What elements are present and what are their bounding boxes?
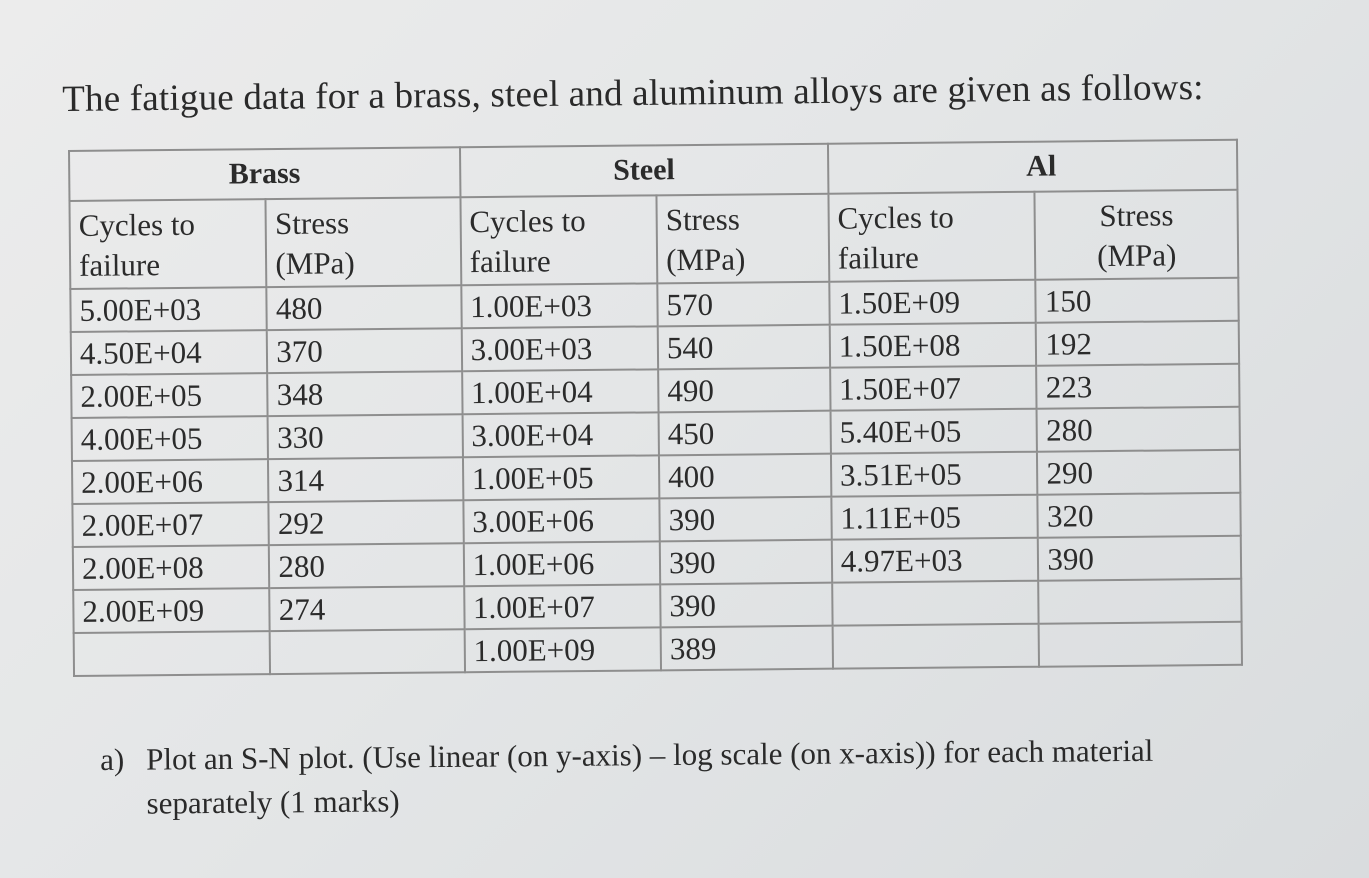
brass-stress-cell xyxy=(270,629,465,674)
al-stress-cell: 192 xyxy=(1036,321,1239,366)
brass-stress-cell: 314 xyxy=(268,457,463,502)
al-stress-cell xyxy=(1039,622,1242,667)
steel-stress-cell: 400 xyxy=(659,454,831,499)
col-header-cycles: Cycles to failure xyxy=(69,199,266,289)
al-stress-cell xyxy=(1039,579,1242,624)
steel-cycles-cell: 1.00E+05 xyxy=(463,455,660,500)
al-cycles-cell: 5.40E+05 xyxy=(830,409,1037,454)
steel-stress-cell: 389 xyxy=(661,626,833,671)
steel-stress-cell: 540 xyxy=(658,325,830,370)
al-stress-cell: 320 xyxy=(1038,493,1241,538)
al-stress-cell: 290 xyxy=(1037,450,1240,495)
al-cycles-cell xyxy=(832,581,1039,626)
fatigue-data-table-wrapper xyxy=(68,139,1243,677)
brass-cycles-cell: 4.50E+04 xyxy=(71,330,268,375)
steel-cycles-cell: 3.00E+04 xyxy=(462,412,659,457)
al-stress-cell: 280 xyxy=(1037,407,1240,452)
al-cycles-cell: 3.51E+05 xyxy=(831,452,1038,497)
question-line-2: separately (1 marks) xyxy=(146,783,400,821)
brass-stress-cell: 274 xyxy=(270,586,465,631)
group-header-al: Al xyxy=(828,140,1238,194)
al-stress-cell: 390 xyxy=(1038,536,1241,581)
col-header-cycles: Cycles to failure xyxy=(828,192,1035,282)
fatigue-data-table xyxy=(68,139,1243,677)
group-header-brass: Brass xyxy=(69,147,460,201)
col-header-stress: Stress (MPa) xyxy=(266,197,461,287)
steel-cycles-cell: 1.00E+07 xyxy=(464,584,661,629)
brass-cycles-cell: 2.00E+05 xyxy=(71,373,268,418)
al-cycles-cell: 1.50E+07 xyxy=(830,366,1037,411)
al-cycles-cell: 1.50E+08 xyxy=(830,323,1037,368)
page-heading: The fatigue data for a brass, steel and aluminum alloys are given as follows: xyxy=(62,67,1204,120)
brass-cycles-cell xyxy=(74,631,271,676)
al-stress-cell: 223 xyxy=(1037,364,1240,409)
steel-cycles-cell: 1.00E+03 xyxy=(461,283,658,328)
brass-cycles-cell: 2.00E+08 xyxy=(73,545,270,590)
brass-cycles-cell: 2.00E+07 xyxy=(72,502,269,547)
brass-cycles-cell: 2.00E+09 xyxy=(73,588,270,633)
col-header-cycles: Cycles to failure xyxy=(460,195,657,285)
steel-stress-cell: 390 xyxy=(660,583,832,628)
brass-stress-cell: 370 xyxy=(267,328,462,373)
brass-stress-cell: 330 xyxy=(268,414,463,459)
col-header-stress: Stress (MPa) xyxy=(656,194,829,284)
question-label: a) xyxy=(100,741,125,777)
question-a xyxy=(100,729,1154,826)
al-cycles-cell: 4.97E+03 xyxy=(832,538,1039,583)
al-stress-cell: 150 xyxy=(1036,278,1239,323)
brass-cycles-cell: 5.00E+03 xyxy=(70,287,267,332)
col-header-stress: Stress (MPa) xyxy=(1035,190,1238,280)
brass-stress-cell: 280 xyxy=(269,543,464,588)
brass-stress-cell: 480 xyxy=(267,285,462,330)
question-line-1 xyxy=(100,729,1154,782)
brass-cycles-cell: 4.00E+05 xyxy=(72,416,269,461)
brass-cycles-cell: 2.00E+06 xyxy=(72,459,269,504)
steel-cycles-cell: 3.00E+03 xyxy=(461,326,658,371)
group-header-steel: Steel xyxy=(460,144,829,198)
steel-stress-cell: 570 xyxy=(657,282,829,327)
steel-cycles-cell: 3.00E+06 xyxy=(463,498,660,543)
steel-cycles-cell: 1.00E+09 xyxy=(464,627,661,672)
steel-cycles-cell: 1.00E+04 xyxy=(462,369,659,414)
al-cycles-cell: 1.50E+09 xyxy=(829,280,1036,325)
steel-stress-cell: 390 xyxy=(659,497,831,542)
steel-stress-cell: 450 xyxy=(659,411,831,456)
steel-cycles-cell: 1.00E+06 xyxy=(463,541,660,586)
question-text: Plot an S-N plot. (Use linear (on y-axis) – log scale (on x-axis)) for each material xyxy=(146,732,1154,777)
al-cycles-cell xyxy=(832,624,1039,669)
steel-stress-cell: 390 xyxy=(660,540,832,585)
brass-stress-cell: 292 xyxy=(269,500,464,545)
steel-stress-cell: 490 xyxy=(658,368,830,413)
al-cycles-cell: 1.11E+05 xyxy=(831,495,1038,540)
column-header-row xyxy=(69,190,1238,289)
brass-stress-cell: 348 xyxy=(268,371,463,416)
